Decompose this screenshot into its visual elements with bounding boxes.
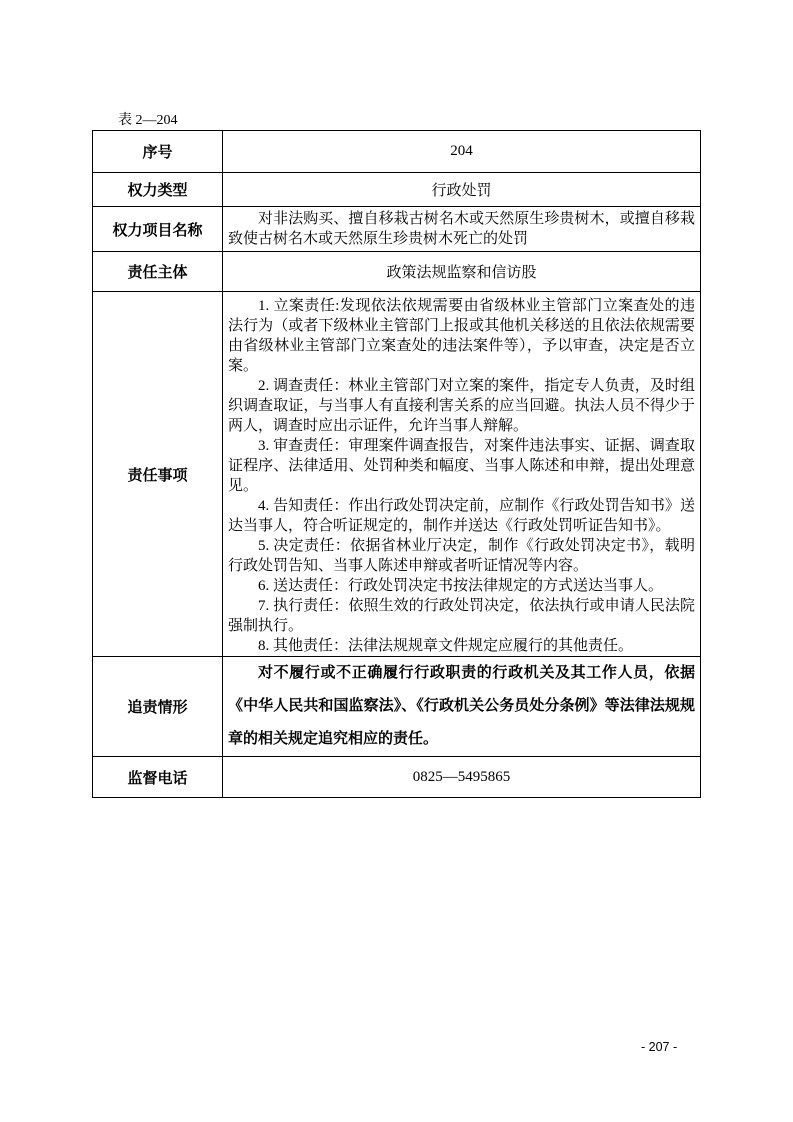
row-label-power-type: 权力类型 (93, 173, 223, 207)
row-label-accountability-situations: 追责情形 (93, 657, 223, 757)
supervision-phone-value: 0825—5495865 (223, 757, 701, 798)
table-row (93, 657, 701, 757)
row-label-power-item-name: 权力项目名称 (93, 207, 223, 252)
duty-item-1: 1. 立案责任:发现依法依规需要由省级林业主管部门立案查处的违法行为（或者下级林业主管部门上报或其他机关移送的且依法依规需要由省级林业主管部门立案查处的违法案件等），予以审查，决定是否立案。 (228, 298, 695, 374)
duty-item-7: 7. 执行责任：依照生效的行政处罚决定，依法执行或申请人民法院强制执行。 (228, 598, 695, 634)
duty-item-2: 2. 调查责任：林业主管部门对立案的案件，指定专人负责，及时组织调查取证，与当事人有直接利害关系的应当回避。执法人员不得少于两人，调查时应出示证件，允许当事人辩解。 (228, 378, 695, 434)
duty-item-4: 4. 告知责任：作出行政处罚决定前，应制作《行政处罚告知书》送达当事人，符合听证规定的，制作并送达《行政处罚听证告知书》。 (228, 498, 695, 534)
row-label-duty-items: 责任事项 (93, 292, 223, 657)
table-row (93, 757, 701, 798)
duty-item-5: 5. 决定责任：依据省林业厅决定，制作《行政处罚决定书》，载明行政处罚告知、当事人陈述申辩或者听证情况等内容。 (228, 538, 695, 574)
serial-number-value: 204 (223, 131, 701, 173)
accountability-situations-value (223, 657, 701, 757)
power-duty-table (92, 130, 701, 798)
table-row (93, 292, 701, 657)
responsible-entity-value: 政策法规监察和信访股 (223, 252, 701, 292)
duty-items-value (223, 292, 701, 657)
table-row (93, 252, 701, 292)
row-label-responsible-entity: 责任主体 (93, 252, 223, 292)
power-type-value: 行政处罚 (223, 173, 701, 207)
duty-item-8: 8. 其他责任：法律法规规章文件规定应履行的其他责任。 (258, 638, 634, 654)
row-label-serial-number: 序号 (93, 131, 223, 173)
table-row (93, 173, 701, 207)
duty-item-6: 6. 送达责任：行政处罚决定书按法律规定的方式送达当事人。 (258, 578, 664, 594)
accountability-situations-text: 对不履行或不正确履行行政职责的行政机关及其工作人员，依据《中华人民共和国监察法》、《行政机关公务员处分条例》等法律法规规章的相关规定追究相应的责任。 (228, 665, 695, 747)
table-caption: 表 2—204 (118, 113, 178, 128)
table-row (93, 131, 701, 173)
power-item-name-text: 对非法购买、擅自移栽古树名木或天然原生珍贵树木，或擅自移栽致使古树名木或天然原生珍贵树木死亡的处罚 (228, 211, 695, 247)
power-item-name-value (223, 207, 701, 252)
table-row (93, 207, 701, 252)
page-number: - 207 - (641, 1040, 678, 1054)
duty-item-3: 3. 审查责任：审理案件调查报告，对案件违法事实、证据、调查取证程序、法律适用、处罚种类和幅度、当事人陈述和申辩，提出处理意见。 (228, 438, 695, 494)
row-label-supervision-phone: 监督电话 (93, 757, 223, 798)
